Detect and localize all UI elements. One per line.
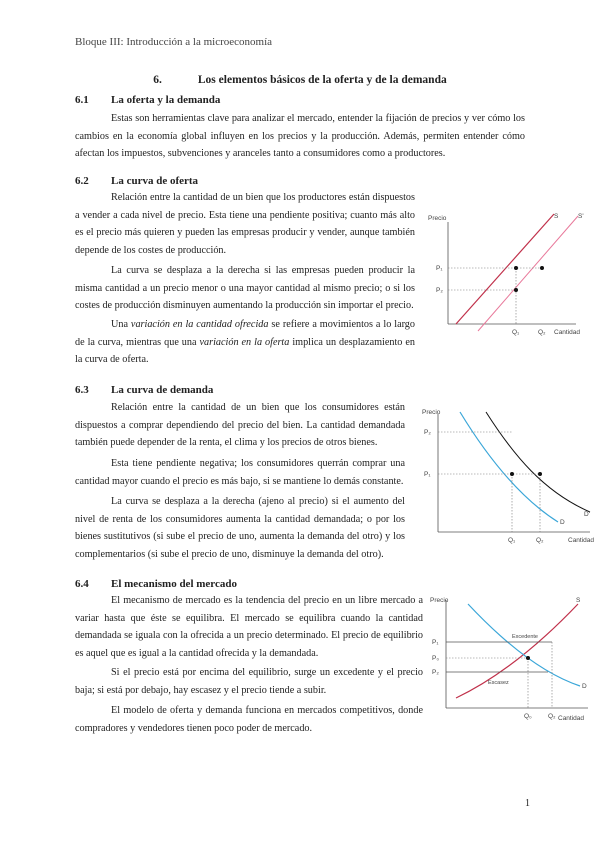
italic-term: variación en la cantidad ofrecida [130,319,269,330]
section-heading-6-2 [75,175,198,187]
tick-p1: P₁ [424,471,431,478]
section-title: La curva de oferta [111,175,199,187]
running-header: Bloque III: Introducción a la microeconomía [75,36,273,48]
section-number: 6.2 [75,175,89,187]
tick-p2: P₂ [432,669,439,676]
curve-label-d: D [560,519,565,526]
supply-curve-s-prime [478,216,578,331]
y-axis-label: Precio [430,597,449,604]
tick-p1: P₁ [432,639,439,646]
equilibrium-point [526,656,530,660]
x-axis-label: Cantidad [554,329,581,336]
italic-term: variación en la oferta [199,336,290,348]
curve-label-s-prime: S' [578,213,584,220]
paragraph-6-4-1: El mecanismo de mercado es la tendencia del precio en un libre mercado a variar hasta que éste se equilibra. El mercado se equilibra cuando la cantidad demandada se iguala con la ofrecida a un precio determinado. El precio de equilibrio es aquel que es igual a la cantidad ofrecida y la demandada. [75,595,423,659]
section-title: La curva de demanda [111,384,214,396]
shortage-label: Escasez [488,680,509,686]
tick-p2: P₂ [436,287,443,294]
point [538,472,542,476]
paragraph-6-4-2: Si el precio está por encima del equilibrio, surge un excedente y el precio baja; si está por debajo, hay escasez y el precio tiende a subir. [75,667,423,696]
point [540,266,544,270]
section-heading-6-1 [75,94,220,106]
tick-p1: P₁ [436,265,443,272]
tick-q1: Q₁ [512,329,520,336]
point [510,472,514,476]
surplus-label: Excedente [512,634,538,640]
demand-curve-d-prime [486,412,590,512]
paragraph-6-3-2: Esta tiene pendiente negativa; los consumidores querrán comprar una cantidad mayor cuando el precio es más bajo, si se mantiene lo demás constante. [75,458,405,487]
demand-curve [468,604,580,686]
section-heading-6-3 [75,384,213,396]
paragraph-6-3-1: Relación entre la cantidad de un bien que los consumidores están dispuestos a comprar dependiendo del precio del bien. La cantidad demandada también puede depender de la renta, el clima y los precios de otros bienes. [75,402,405,449]
tick-q2: Q₂ [536,537,544,544]
chapter-number: 6. [153,74,162,86]
paragraph-6-4-3: El modelo de oferta y demanda funciona en mercados competitivos, donde compradores y vendedores tienen poco poder de mercado. [75,705,423,734]
x-axis-label: Cantidad [558,715,585,722]
curve-label-d: D [582,683,587,690]
section-number: 6.4 [75,578,89,590]
tick-p2: P₂ [424,429,431,436]
chapter-title [0,74,600,86]
market-equilibrium-chart [428,592,593,724]
curve-label-d-prime: D' [584,511,590,518]
point [514,288,518,292]
paragraph-6-2-1: Relación entre la cantidad de un bien que los productores están dispuestos a vender a cada nivel de precio. Esta tiene una pendiente positiva; cuanto más alto es el precio más quieren y pueden las empresas producir y vender, aunque también depende de los costes de producción. [75,192,415,256]
section-title: La oferta y la demanda [111,94,221,106]
paragraph-6-2-3: Una variación en la cantidad ofrecida se refiere a movimientos a lo largo de la curva, mientras que una variación en la oferta implica un desplazamiento en la curva de oferta. [75,319,415,366]
curve-label-s: S [554,213,559,220]
point [514,266,518,270]
tick-q2: Q₂ [538,329,546,336]
curve-label-s: S [576,597,581,604]
y-axis-label: Precio [422,409,441,416]
paragraph-6-2-2: La curva se desplaza a la derecha si las empresas pueden producir la misma cantidad a un precio menor o una mayor cantidad al mismo precio; o si los costes de producción disminuyen aumentando la producción sin importar el precio. [75,265,415,312]
supply-curve-s [456,214,554,324]
paragraph-6-1: Estas son herramientas clave para analizar el mercado, entender la fijación de precios y ver cómo los cambios en la economía global influyen en los precios y la producción. Además, permiten entender cómo afectan los impuestos, subvenciones y aranceles tanto a consumidores como a productores. [75,113,525,160]
demand-curve-d [460,412,558,522]
section-heading-6-4 [75,578,237,590]
x-axis-label: Cantidad [568,537,595,544]
chapter-title-text: Los elementos básicos de la oferta y de la demanda [197,74,447,86]
tick-p0: P₀ [432,655,440,662]
demand-shift-chart [420,404,595,549]
supply-curve [456,604,578,698]
tick-q2: Q₂ [548,713,556,720]
y-axis-label: Precio [428,215,447,222]
section-number: 6.1 [75,94,89,106]
tick-q1: Q₁ [508,537,516,544]
section-title: El mecanismo del mercado [111,578,237,590]
supply-shift-chart [428,206,588,346]
page-number: 1 [525,798,530,809]
section-number: 6.3 [75,384,89,396]
paragraph-6-3-3: La curva se desplaza a la derecha (ajeno al precio) si el aumento del nivel de renta de los consumidores aumenta la cantidad demandada; o por los bienes sustitutivos (si sube el precio de uno, aumenta la demanda del otro) y los complementarios (si sube el precio de uno, disminuye la demanda del otro). [75,496,405,560]
tick-q0: Q₀ [524,713,532,720]
